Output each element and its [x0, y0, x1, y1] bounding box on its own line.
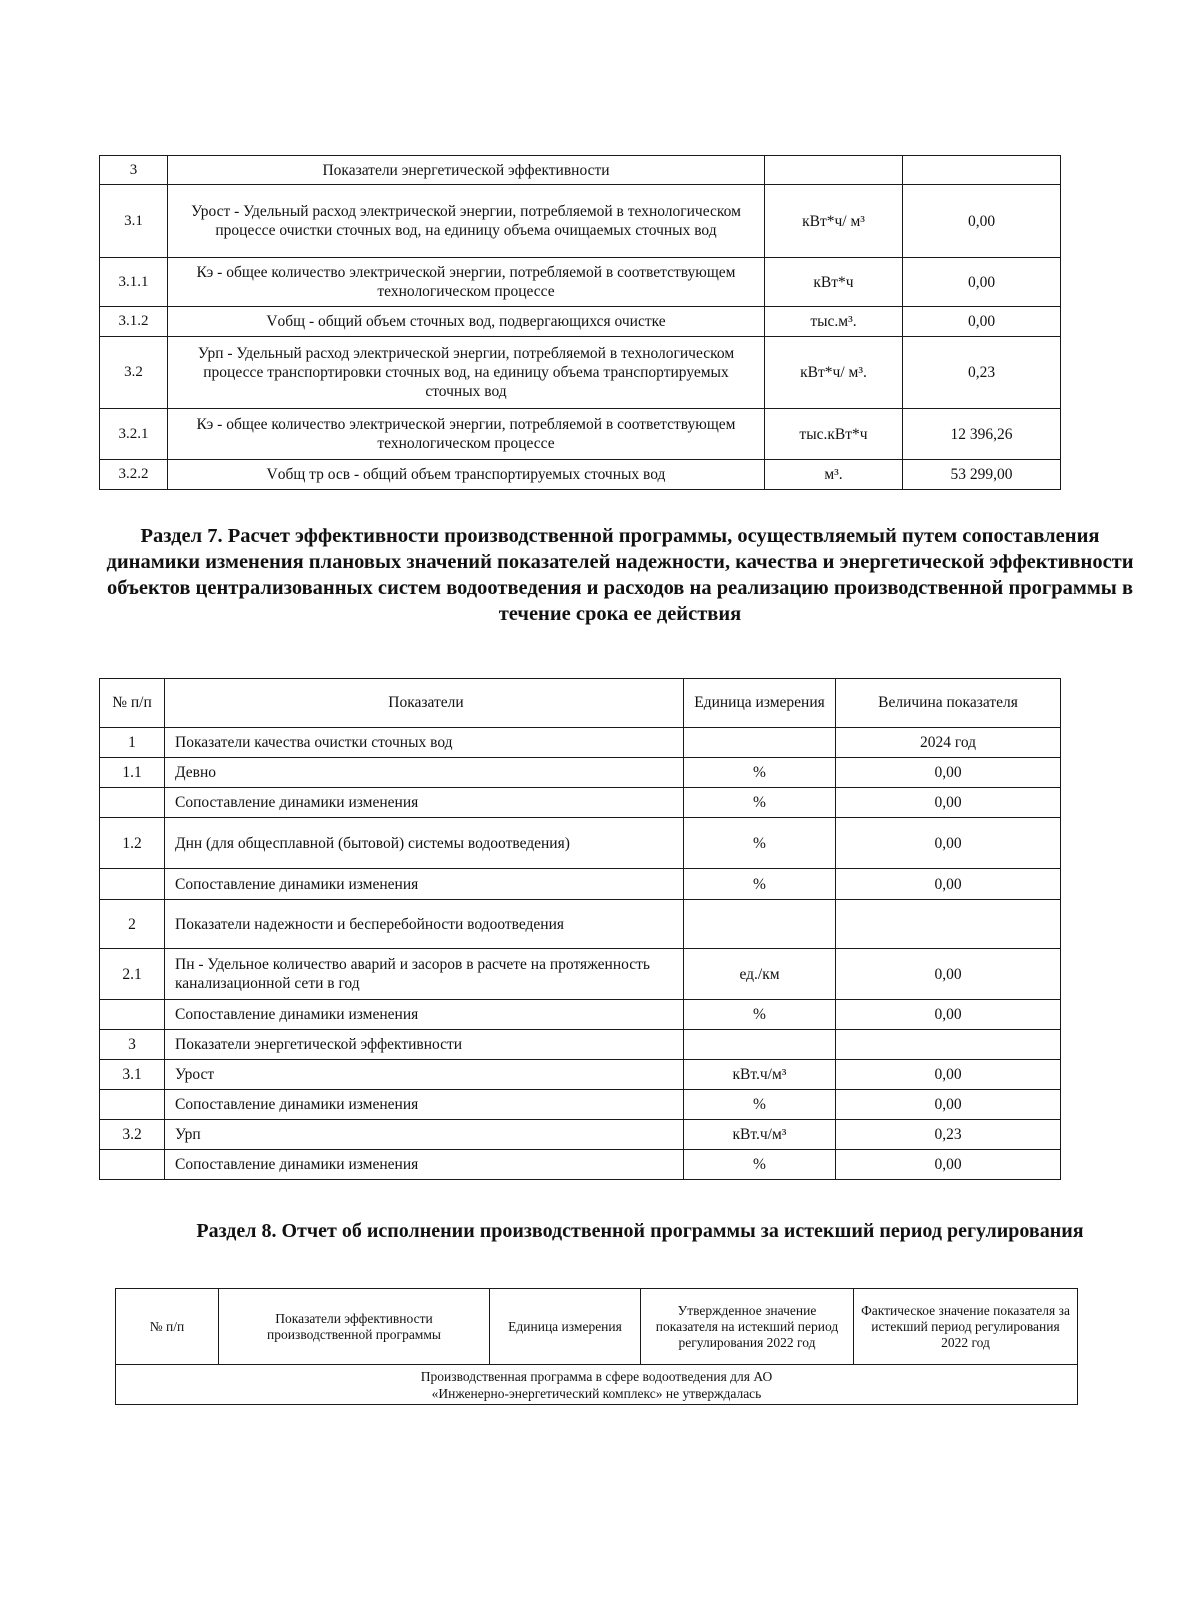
unit-cell: ед./км — [684, 949, 836, 1000]
table-row — [100, 258, 1061, 307]
header-unit: Единица измерения — [684, 679, 836, 728]
program-not-approved-note: Производственная программа в сфере водоотведения для АО «Инженерно-энергетический комплекс» не утверждалась — [116, 1365, 1078, 1405]
table-row — [100, 1000, 1061, 1030]
header-actual-value: Фактическое значение показателя за истекший период регулирования 2022 год — [854, 1289, 1078, 1365]
unit-cell: тыс.кВт*ч — [765, 409, 903, 460]
indicator-name: Урост - Удельный расход электрической энергии, потребляемой в технологическом процессе очистки сточных вод, на единицу объема очищаемых сточных вод — [168, 185, 765, 258]
value-cell: 0,00 — [903, 185, 1061, 258]
row-number: 2 — [100, 900, 165, 949]
unit-cell: % — [684, 1090, 836, 1120]
table-header-row — [100, 679, 1061, 728]
indicator-name: Сопоставление динамики изменения — [165, 1000, 684, 1030]
row-number — [100, 1090, 165, 1120]
row-number — [100, 1000, 165, 1030]
row-number: 3 — [100, 1030, 165, 1060]
section-8-heading: Раздел 8. Отчет об исполнении производственной программы за истекший период регулирования — [196, 1220, 1084, 1242]
indicator-name: Показатели качества очистки сточных вод — [165, 728, 684, 758]
row-number — [100, 869, 165, 900]
unit-cell: % — [684, 1000, 836, 1030]
value-cell: 0,00 — [836, 818, 1061, 869]
table-row — [100, 1150, 1061, 1180]
indicator-name: Пн - Удельное количество аварий и засоров в расчете на протяженность канализационной сети в год — [165, 949, 684, 1000]
value-cell: 0,00 — [836, 1090, 1061, 1120]
table-row — [100, 156, 1061, 185]
indicator-name: Показатели надежности и бесперебойности водоотведения — [165, 900, 684, 949]
table-row — [100, 728, 1061, 758]
row-number: 1.1 — [100, 758, 165, 788]
table-row — [100, 788, 1061, 818]
header-unit: Единица измерения — [490, 1289, 641, 1365]
energy-efficiency-table — [99, 155, 1061, 490]
unit-cell: тыс.м³. — [765, 307, 903, 337]
table-row — [100, 409, 1061, 460]
unit-cell — [684, 728, 836, 758]
header-indicator: Показатели эффективности производственной программы — [219, 1289, 490, 1365]
value-cell: 12 396,26 — [903, 409, 1061, 460]
row-number — [100, 1150, 165, 1180]
table-row — [100, 949, 1061, 1000]
value-cell: 0,00 — [836, 1150, 1061, 1180]
value-cell: 0,00 — [836, 758, 1061, 788]
row-number: 3 — [100, 156, 168, 185]
value-cell: 0,00 — [836, 1060, 1061, 1090]
row-number: 2.1 — [100, 949, 165, 1000]
value-cell: 2024 год — [836, 728, 1061, 758]
row-number: 3.2 — [100, 1120, 165, 1150]
value-cell: 0,00 — [903, 258, 1061, 307]
indicator-name: Урп — [165, 1120, 684, 1150]
unit-cell — [684, 900, 836, 949]
table-row — [100, 758, 1061, 788]
indicator-name: Девно — [165, 758, 684, 788]
unit-cell: % — [684, 1150, 836, 1180]
indicator-name: Днн (для общесплавной (бытовой) системы водоотведения) — [165, 818, 684, 869]
table-row — [100, 1120, 1061, 1150]
value-cell: 0,00 — [836, 949, 1061, 1000]
indicator-name: Показатели энергетической эффективности — [165, 1030, 684, 1060]
row-number: 3.2.2 — [100, 460, 168, 490]
header-value: Величина показателя — [836, 679, 1061, 728]
unit-cell: кВт*ч/ м³. — [765, 337, 903, 409]
row-number: 3.1 — [100, 185, 168, 258]
unit-cell: % — [684, 788, 836, 818]
table-row — [100, 1090, 1061, 1120]
table-row — [100, 1030, 1061, 1060]
table-row — [100, 900, 1061, 949]
header-approved-value: Утвержденное значение показателя на истекший период регулирования 2022 год — [641, 1289, 854, 1365]
row-number: 3.1.2 — [100, 307, 168, 337]
unit-cell: кВт*ч — [765, 258, 903, 307]
row-number: 3.2 — [100, 337, 168, 409]
value-cell: 0,23 — [836, 1120, 1061, 1150]
unit-cell — [765, 156, 903, 185]
table-header-row — [116, 1289, 1078, 1365]
indicator-name: Сопоставление динамики изменения — [165, 1090, 684, 1120]
indicator-name: Урост — [165, 1060, 684, 1090]
row-number: 3.2.1 — [100, 409, 168, 460]
indicator-name: Vобщ тр осв - общий объем транспортируемых сточных вод — [168, 460, 765, 490]
table-row — [100, 185, 1061, 258]
unit-cell: % — [684, 758, 836, 788]
row-number — [100, 788, 165, 818]
indicator-name: Кэ - общее количество электрической энергии, потребляемой в соответствующем технологическом процессе — [168, 258, 765, 307]
table-row — [100, 307, 1061, 337]
unit-cell: % — [684, 818, 836, 869]
value-cell — [903, 156, 1061, 185]
row-number: 3.1.1 — [100, 258, 168, 307]
table-row — [100, 818, 1061, 869]
indicator-name: Сопоставление динамики изменения — [165, 788, 684, 818]
value-cell: 0,00 — [836, 788, 1061, 818]
header-number: № п/п — [116, 1289, 219, 1365]
indicator-name: Показатели энергетической эффективности — [168, 156, 765, 185]
value-cell: 53 299,00 — [903, 460, 1061, 490]
value-cell: 0,00 — [836, 869, 1061, 900]
indicator-name: Кэ - общее количество электрической энергии, потребляемой в соответствующем технологическом процессе — [168, 409, 765, 460]
row-number: 3.1 — [100, 1060, 165, 1090]
value-cell: 0,00 — [903, 307, 1061, 337]
indicator-name: Сопоставление динамики изменения — [165, 869, 684, 900]
unit-cell: кВт.ч/м³ — [684, 1060, 836, 1090]
value-cell: 0,00 — [836, 1000, 1061, 1030]
unit-cell: кВт*ч/ м³ — [765, 185, 903, 258]
table-row — [100, 460, 1061, 490]
table-row — [100, 337, 1061, 409]
program-report-table — [115, 1288, 1078, 1405]
row-number: 1.2 — [100, 818, 165, 869]
indicator-name: Урп - Удельный расход электрической энергии, потребляемой в технологическом процессе транспортировки сточных вод, на единицу объема транспортируемых сточных вод — [168, 337, 765, 409]
unit-cell: м³. — [765, 460, 903, 490]
value-cell: 0,23 — [903, 337, 1061, 409]
table-row — [100, 869, 1061, 900]
value-cell — [836, 900, 1061, 949]
table-row — [116, 1365, 1078, 1405]
indicator-name: Vобщ - общий объем сточных вод, подвергающихся очистке — [168, 307, 765, 337]
header-indicator: Показатели — [165, 679, 684, 728]
unit-cell: кВт.ч/м³ — [684, 1120, 836, 1150]
unit-cell — [684, 1030, 836, 1060]
row-number: 1 — [100, 728, 165, 758]
header-number: № п/п — [100, 679, 165, 728]
value-cell — [836, 1030, 1061, 1060]
indicator-name: Сопоставление динамики изменения — [165, 1150, 684, 1180]
unit-cell: % — [684, 869, 836, 900]
section-7-heading: Раздел 7. Расчет эффективности производственной программы, осуществляемый путем сопоставления динамики изменения плановых значений показателей надежности, качества и энергетической эффективности объектов централизованных систем водоотведения и расходов на реализацию производственной программы в течение срока ее действия — [106, 525, 1134, 625]
efficiency-calculation-table — [99, 678, 1061, 1180]
table-row — [100, 1060, 1061, 1090]
